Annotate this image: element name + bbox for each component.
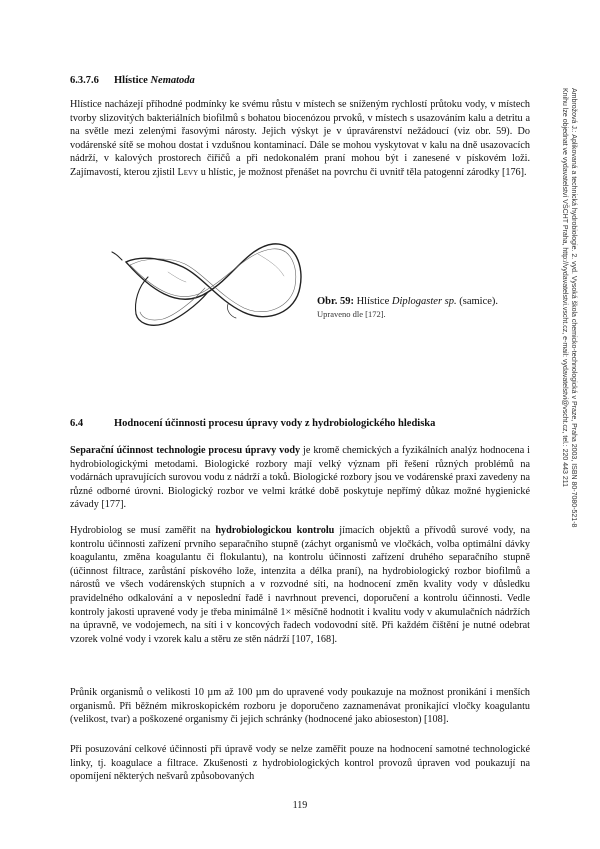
sidebar-citation (560, 88, 578, 527)
section-title: Hodnocení účinnosti procesu úpravy vody z hydrobiologického hlediska (114, 418, 436, 429)
paragraph-nematoda (70, 98, 530, 180)
paragraph-organisms: Průnik organismů o velikosti 10 µm až 100 µm do upravené vody poukazuje na možnost pronikání i menších organismů. Při běžném mikroskopickém rozboru je doporučeno zaznamenávat pronikající vločky koagulantu (velikost, tvar) a poškozené organismy či jejich schránky (hodnocené jako abioseston) [108]. (70, 687, 530, 726)
section-number: 6.4 (70, 418, 84, 429)
paragraph-text: Hlístice nacházejí příhodné podmínky ke svému růstu v místech se sníženým rychlostí průtoku vody, v místech tvorby slizovitých bakteriálních biofilmů s bohatou biocenózou prvoků, v místech s usazováním kalu a detritu a na světle mezi zelenými řasovými nárosty. Jejich výskyt je v úpravárenství nežádoucí (viz obr. 59). Do vodárenské sítě se mohou dostat i vzdušnou kontaminací. Dále se mohou vyskytovat v kalu na dně usazovacích nádrží, v kalových prostorech čiřičů a při nedokonalém praní mohou být i zanesené v pískovém loži. Zajímavostí, kterou zjistil (70, 99, 530, 178)
figure-label: Obr. 59: (317, 296, 354, 307)
section-number: 6.3.7.6 (70, 75, 99, 86)
section-title-italic: Nematoda (150, 75, 195, 86)
ordering-line: Knihu lze objednat ve vydavatelství VŠCHT Praha, http://vydavatelstvi.vscht.cz, e-mail: vydavatelstvi@vscht.cz, tel.: 220 443 211 (561, 88, 568, 488)
author-name: Levy (177, 166, 199, 178)
figure-caption-text: Hlístice (353, 296, 392, 307)
figure-caption-suffix: (samice). (456, 296, 499, 307)
figure-caption (317, 296, 537, 319)
section-title: Hlístice (114, 75, 151, 86)
bold-term: hydrobiologickou kontrolu (215, 525, 335, 536)
section-heading-6-4 (70, 418, 435, 429)
figure-source: Upraveno dle [172]. (317, 309, 386, 319)
paragraph-text: Hydrobiolog se musí zaměřit na (70, 525, 216, 536)
citation-line: Ambrožová J.: Aplikovaná a technická hydrobiologie. 2. vyd. Vysoká škola chemicko-technologická v Praze, Praha 2003, ISBN 80-7080-521-8 (570, 88, 577, 528)
bold-term: Separační účinnost technologie procesu úpravy vody (70, 445, 301, 456)
nematode-figure (108, 232, 308, 342)
paragraph-separation (70, 444, 530, 512)
paragraph-efficiency: Při posuzování celkové účinnosti při úpravě vody se nelze zaměřit pouze na hodnocení samotné technologické linky, tj. koagulace a filtrace. Zkušenosti z hydrobiologických kontrol provozů úpraven vod poukazují na opomíjení některých nešvarů způsobovaných (70, 744, 530, 783)
paragraph-text-end: u hlístic, je možnost přenášet na povrchu či uvnitř těla patogenní zárodky [176]. (198, 166, 527, 178)
page-number: 119 (292, 800, 308, 811)
paragraph-hydrobiolog (70, 524, 530, 646)
paragraph-text-end: jímacích objektů a přívodů surové vody, na kontrolu účinnosti zařízení prvního separačního stupně (záchyt organismů ve vločkách, volba optimální dávky koagulantu, změna koagulantu či flokulantu), na kontrolu účinnosti zařízení druhého separačního stupně (účinnost filtrace, zarůstání pískového lože, intenzita a délka praní), na hydrobiologický rozbor biofilmů a nárostů ve všech vodárenských stupních a v rozvodné síti, na hodnocení změn kvality vody v důsledku pravidelného odkalování a v neposlední řadě i navrhnout prevenci, doporučení a kontrolu účinnosti. Vedle kontroly jakosti upravené vody je třeba minimálně 1× měsíčně hodnotit i kvalitu vody v akumulačních nádržích na úpravně, ve vodojemech, na síti i v koncových řadech vodovodní sítě. Při každém čištění je nutné odebrat vzorek volné vody i vzorek kalu a stěru ze stěn nádrží [107, 168]. (70, 525, 530, 645)
paragraph-text: je kromě chemických a fyzikálních analýz hodnocena i hydrobiologickými metodami. Biologické rozbory mají velký význam při řešení různých problémů na vodárnách upravujících surovou vodu z nádrží a toků. Biologické rozbory jsou ve vodárenské praxi zavedeny na různé odborné úrovni. Biologický rozbor ve velmi krátké době poskytuje nepřímý důkaz možné hygienické závady [177]. (70, 445, 531, 511)
section-heading-nematoda (70, 75, 195, 86)
figure-caption-species: Diplogaster sp. (391, 296, 457, 307)
